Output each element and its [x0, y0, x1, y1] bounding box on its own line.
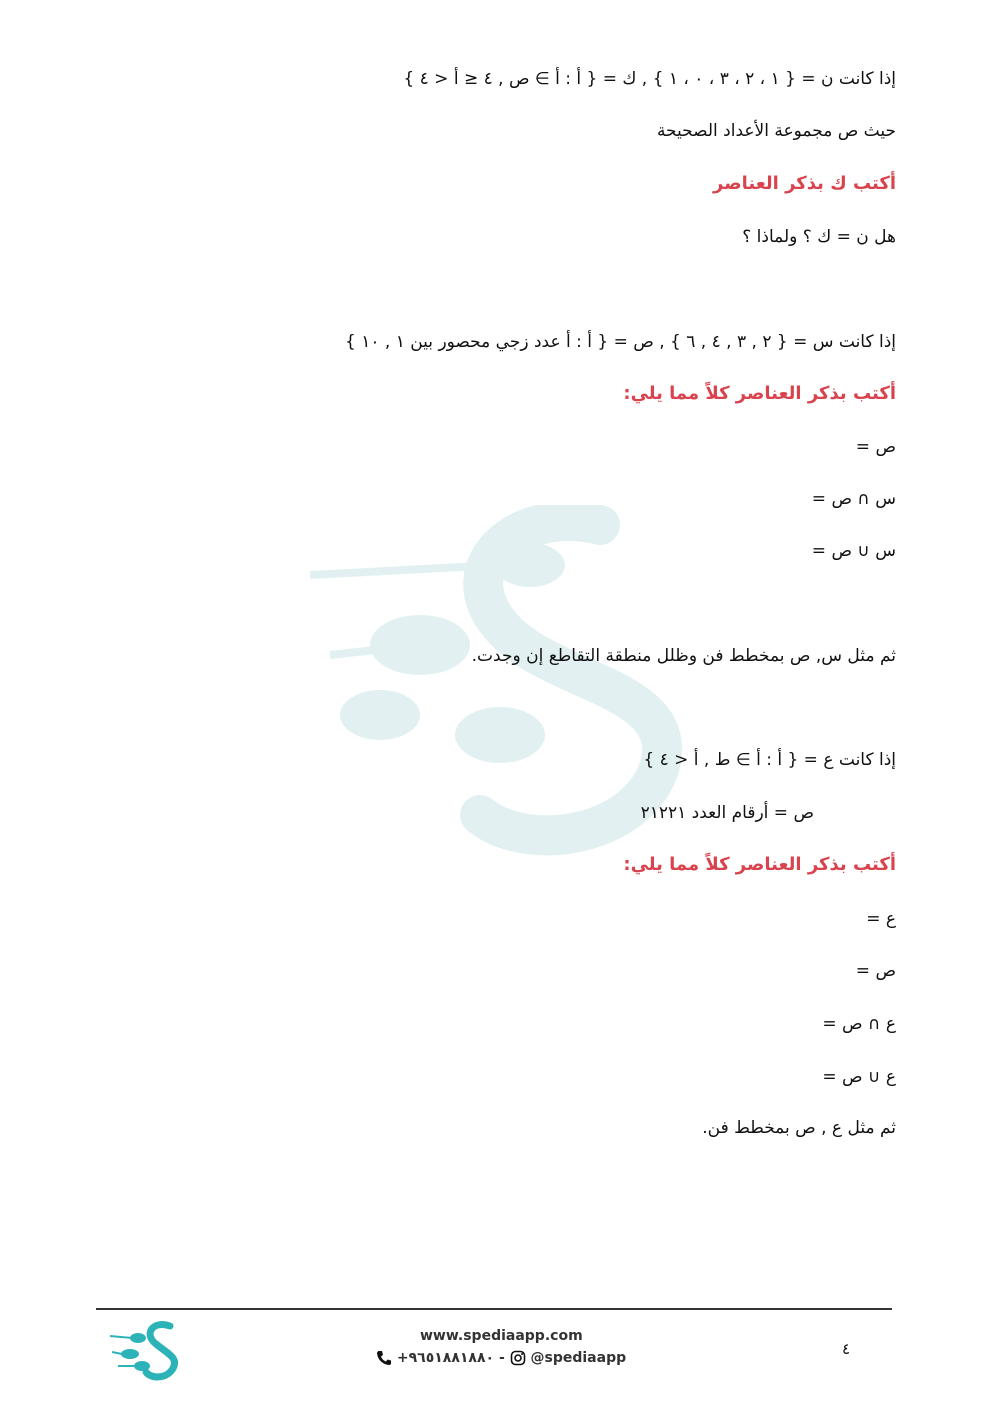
q2-item: س ∩ ص =	[811, 489, 896, 509]
q1-line2: حيث ص مجموعة الأعداد الصحيحة	[656, 121, 896, 141]
q1-instruction: أكتب ك بذكر العناصر	[713, 173, 896, 194]
q3-venn: ثم مثل ع , ص بمخطط فن.	[702, 1118, 896, 1138]
q2-item: س ∪ ص =	[811, 541, 896, 561]
q1-question: هل ن = ك ؟ ولماذا ؟	[742, 227, 896, 247]
q3-item: ع ∪ ص =	[822, 1067, 896, 1087]
footer-contact	[376, 1350, 626, 1366]
q3-line2: ص = أرقام العدد ٢١٢٢١	[640, 803, 814, 823]
q3-item: ص =	[855, 961, 896, 981]
q2-item: ص =	[855, 437, 896, 457]
q2-instruction: أكتب بذكر العناصر كلاً مما يلي:	[623, 383, 896, 404]
page-number: ٤	[842, 1340, 851, 1358]
spedia-logo	[108, 1318, 196, 1382]
instagram-handle[interactable]: @spediaapp	[530, 1350, 627, 1366]
instagram-icon	[510, 1350, 526, 1366]
separator: -	[498, 1350, 505, 1366]
q3-item: ع =	[866, 909, 896, 929]
q3-instruction: أكتب بذكر العناصر كلاً مما يلي:	[623, 854, 896, 875]
footer-divider	[96, 1308, 892, 1310]
q2-venn: ثم مثل س, ص بمخطط فن وظلل منطقة التقاطع إن وجدت.	[471, 646, 896, 666]
q2-line1: إذا كانت س = { ٢ , ٣ , ٤ , ٦ } , ص = { أ : أ عدد زجي محصور بين ١ , ١٠ }	[344, 332, 896, 352]
phone-icon	[376, 1350, 392, 1366]
phone-number: +٩٦٥١٨٨١٨٨٠	[396, 1350, 495, 1366]
footer-website[interactable]: www.spediaapp.com	[420, 1328, 583, 1344]
q3-item: ع ∩ ص =	[822, 1014, 896, 1034]
q1-line1: إذا كانت ن = { ١ ، ٢ ، ٣ ، ٠ ، ١ } , ك = { أ : أ ∋ ص , ٤ ≤ أ < ٤ }	[403, 69, 896, 89]
q3-line1: إذا كانت ع = { أ : أ ∋ ط , أ < ٤ }	[643, 750, 896, 770]
